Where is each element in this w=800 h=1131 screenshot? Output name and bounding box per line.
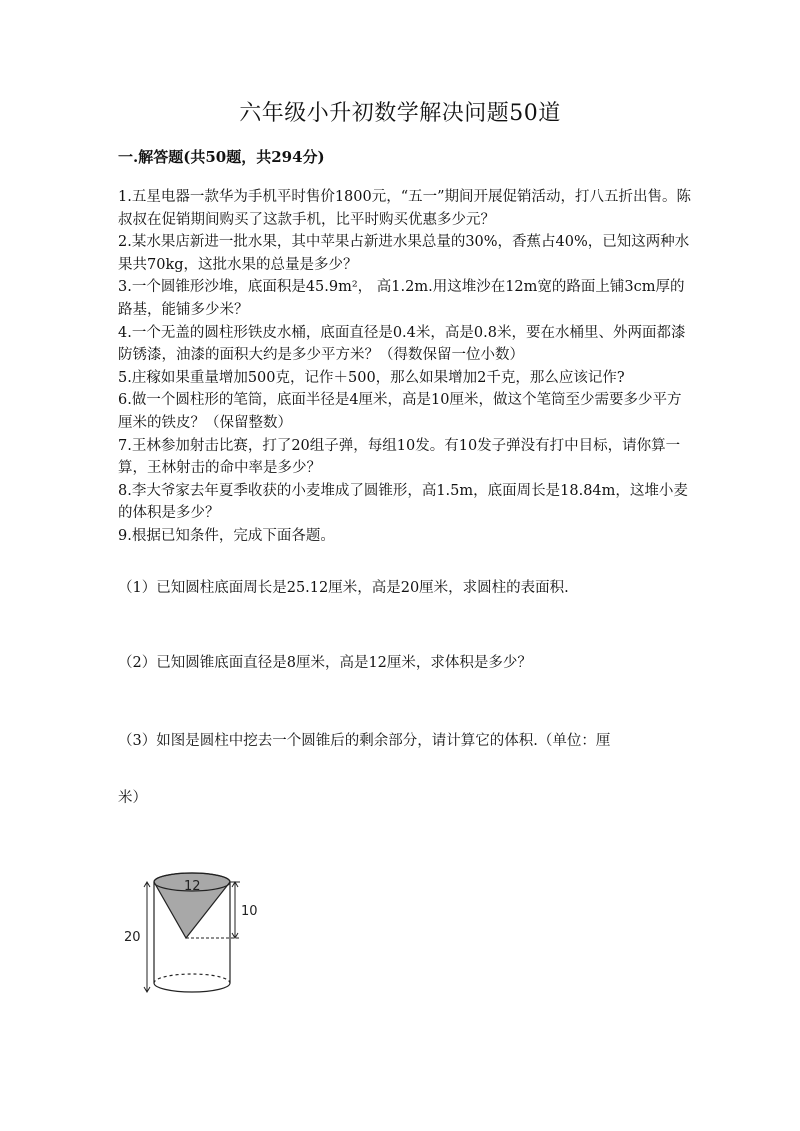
question-item: 2.某水果店新进一批水果，其中苹果占新进水果总量的30%，香蕉占40%，已知这两种水果共70kg，这批水果的总量是多少？ — [118, 234, 690, 273]
diameter-label: 12 — [184, 879, 201, 894]
sub-question-3-continuation: 米） — [118, 790, 147, 806]
cylinder-bottom-back — [154, 974, 230, 983]
question-item: 8.李大爷家去年夏季收获的小麦堆成了圆锥形，高1.5m，底面周长是18.84m，这堆小麦的体积是多少？ — [118, 482, 688, 522]
cone-height-label: 10 — [241, 904, 258, 919]
question-item: 9.根据已知条件，完成下面各题。 — [118, 527, 335, 544]
question-item: 4.一个无盖的圆柱形铁皮水桶，底面直径是0.4米，高是0.8米，要在水桶里、外两面都漆防锈漆，油漆的面积大约是多少平方米？（得数保留一位小数） — [118, 324, 686, 364]
cylinder-cone-figure — [118, 862, 268, 1002]
sub-question-3: （3）如图是圆柱中挖去一个圆锥后的剩余部分，请计算它的体积.（单位：厘 — [118, 733, 611, 749]
cylinder-height-label: 20 — [124, 930, 141, 945]
question-item: 1.五星电器一款华为手机平时售价1800元，“五一”期间开展促销活动，打八五折出售。陈叔叔在促销期间购买了这款手机，比平时购买优惠多少元？ — [118, 189, 692, 228]
question-item: 3.一个圆锥形沙堆，底面积是45.9m²， 高1.2m.用这堆沙在12m宽的路面上铺3cm厚的路基，能铺多少米？ — [118, 279, 685, 318]
sub-question-1: （1）已知圆柱底面周长是25.12厘米，高是20厘米，求圆柱的表面积. — [118, 580, 569, 596]
page-title: 六年级小升初数学解决问题50道 — [239, 101, 561, 126]
question-list — [118, 186, 693, 548]
cylinder-bottom-front — [154, 983, 230, 992]
question-item: 5.庄稼如果重量增加500克，记作＋500，那么如果增加2千克，那么应该记作? — [118, 369, 625, 386]
question-item: 7.王林参加射击比赛，打了20组子弹，每组10发。有10发子弹没有打中目标，请你算一算，王林射击的命中率是多少？ — [118, 437, 681, 477]
question-item: 6.做一个圆柱形的笔筒，底面半径是4厘米，高是10厘米，做这个笔筒至少需要多少平方厘米的铁皮？（保留整数） — [118, 392, 682, 431]
cylinder-cone-diagram — [118, 862, 268, 1002]
sub-question-2: （2）已知圆锥底面直径是8厘米，高是12厘米，求体积是多少？ — [118, 655, 532, 671]
section-heading: 一.解答题(共50题，共294分) — [118, 148, 325, 166]
